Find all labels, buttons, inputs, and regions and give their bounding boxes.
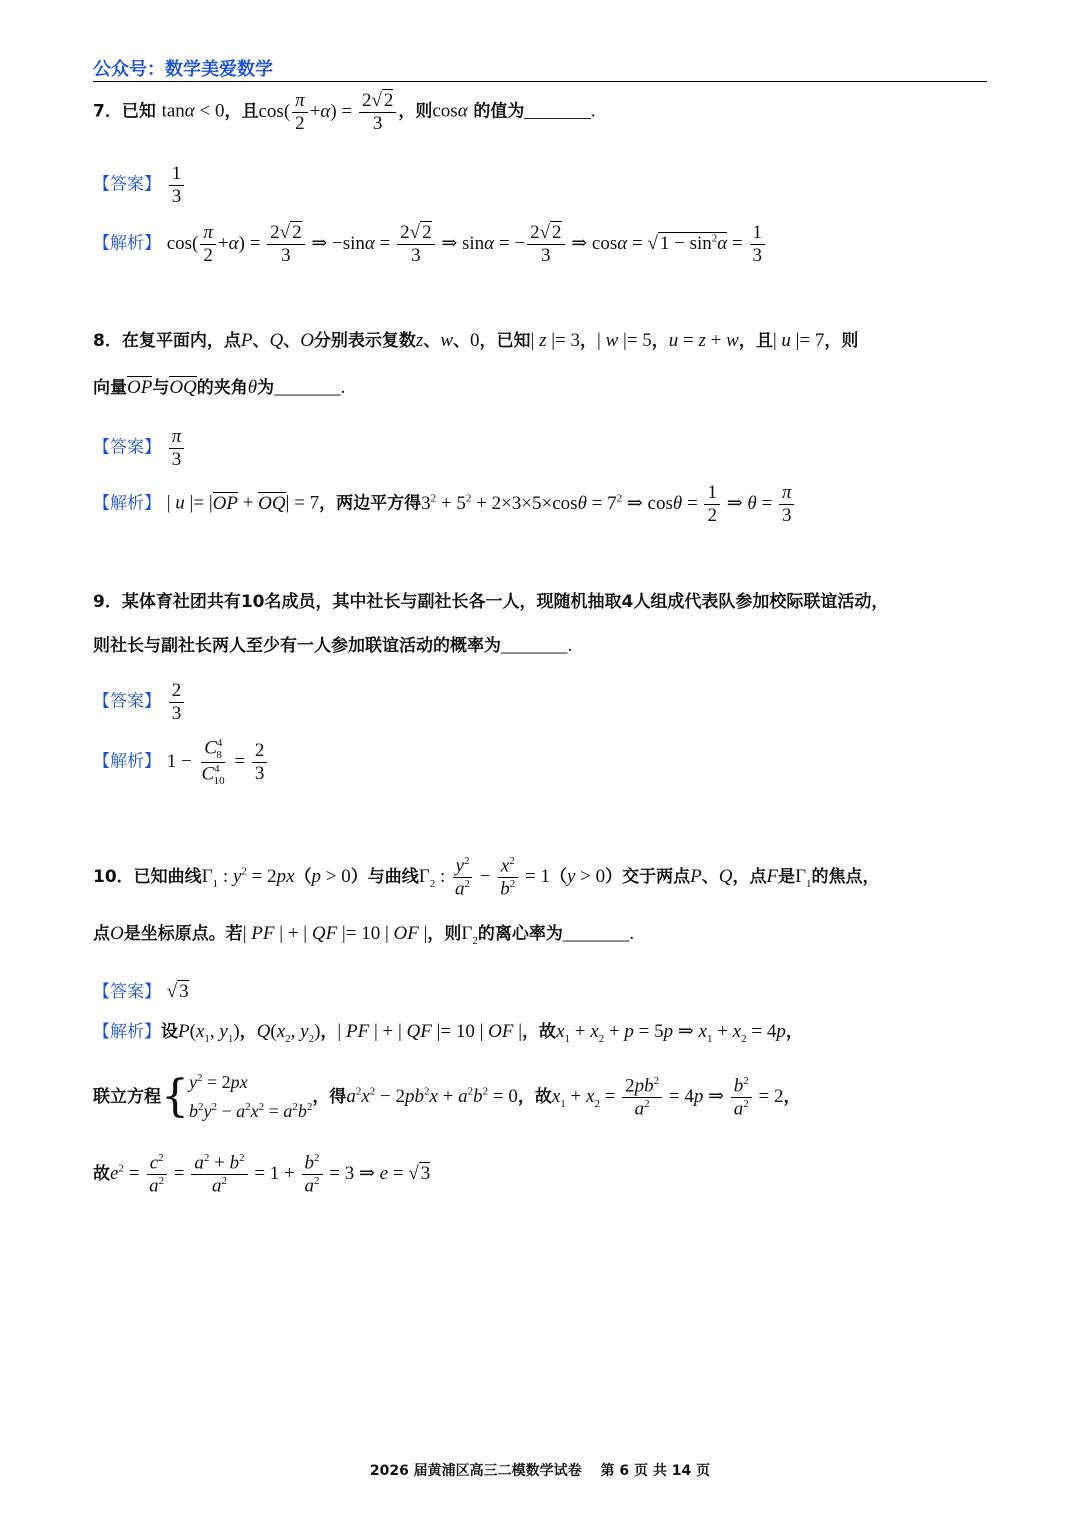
q8-solution: 【解析】 | u |= |OP + OQ| = 7，两边平方得$3^2 + 5^2 + 2\times 3\times 5\times\cos\theta = 7^2$ ⇒ cosθ = $\frac{1}{2}$ ⇒ θ = $\frac{\pi}{3}$: [93, 482, 987, 527]
q10-stem-line2: 点O是坐标原点。若| PF | + | QF |= 10 | OF |，则$\Gamma_2$的离心率为_______.: [93, 923, 635, 947]
q9-stem-line1: 9．某体育社团共有10名成员，其中社长与副社长各一人，现随机抽取4人组成代表队参加校际联谊活动，: [93, 592, 889, 612]
q9-answer: 【答案】 $\frac{2}{3}$: [93, 680, 987, 725]
q9-stem-line2: 则社长与副社长两人至少有一人参加联谊活动的概率为_______.: [93, 635, 573, 656]
q8-stem-line2: 向量OP与OQ的夹角θ为_______.: [93, 377, 346, 398]
q8-stem-line1: 8．在复平面内，点P、Q、O分别表示复数z、w、0，已知| z |= 3，| w |= 5，u = z + w，且| u |= 7，则: [93, 330, 859, 351]
q10-solution-line1: 【解析】设$P(x_1$, $y_1$)，$Q(x_2$, $y_2$)，| PF | + | QF |= 10 | OF |，故$x_1 + x_2 + p = 5p$ ⇒ $x_1 + x_2 = 4p$，: [93, 1021, 803, 1045]
q10-stem-line1: 10．已知曲线$\Gamma_1$ : $y^2 = 2px(p > 0)$与曲线$\Gamma_2$ : $\frac{y^2}{a^2}$ − $\frac{x^2}{b^2}$ = 1（y > 0）交于两点P、Q，点F是$\Gamma_1$的焦点，: [93, 855, 880, 900]
q10-solution-line2: 联立方程{ $y^2 = 2px$ $b^2y^2 - a^2x^2 = a^2b^2$ ，得$a^2x^2 - 2pb^2x + a^2b^2 = 0$，故$x_1 + x_2$ = $\frac{2pb^2}{a^2}$ = 4p ⇒ $\frac{b^2}{a^2}$ = 2，: [93, 1070, 801, 1122]
q9-solution: 【解析】 1 − $\frac{C^4_8}{C^4_{10}}$ = $\frac{2}{3}$: [93, 737, 987, 788]
header-title: 公众号：数学美爱数学: [93, 59, 273, 80]
q7-stem: 7．已知 tanα < 0，且cos( $\frac{\pi}{2}$ +α) = $\frac{2√ 2}{3}$ ，则cosα 的值为_______.: [93, 90, 596, 134]
q7-answer: 【答案】 $\frac{1}{3}$: [93, 163, 987, 208]
page-footer: 2026 届黄浦区高三二模数学试卷 第 6 页 共 14 页: [369, 1463, 711, 1479]
header-divider: [93, 81, 987, 82]
q10-answer: 【答案】 √ 3: [93, 981, 189, 1002]
q7-solution: 【解析】 cos( $\frac{\pi}{2}$ +α) = $\frac{2√ 2}{3}$ ⇒ −sinα = $\frac{2√ 2}{3}$ ⇒ sinα = − $\frac{2√ 2}{3}$ ⇒ cosα = √ $1 - \sin^2\alpha$ = $\frac{1}{3}$: [93, 222, 987, 267]
q8-answer: 【答案】 $\frac{\pi}{3}$: [93, 426, 987, 471]
q10-solution-line3: 故$e^2$ = $\frac{c^2}{a^2}$ = $\frac{a^2 + b^2}{a^2}$ = 1 + $\frac{b^2}{a^2}$ = 3 ⇒ e = √ 3: [93, 1152, 431, 1197]
